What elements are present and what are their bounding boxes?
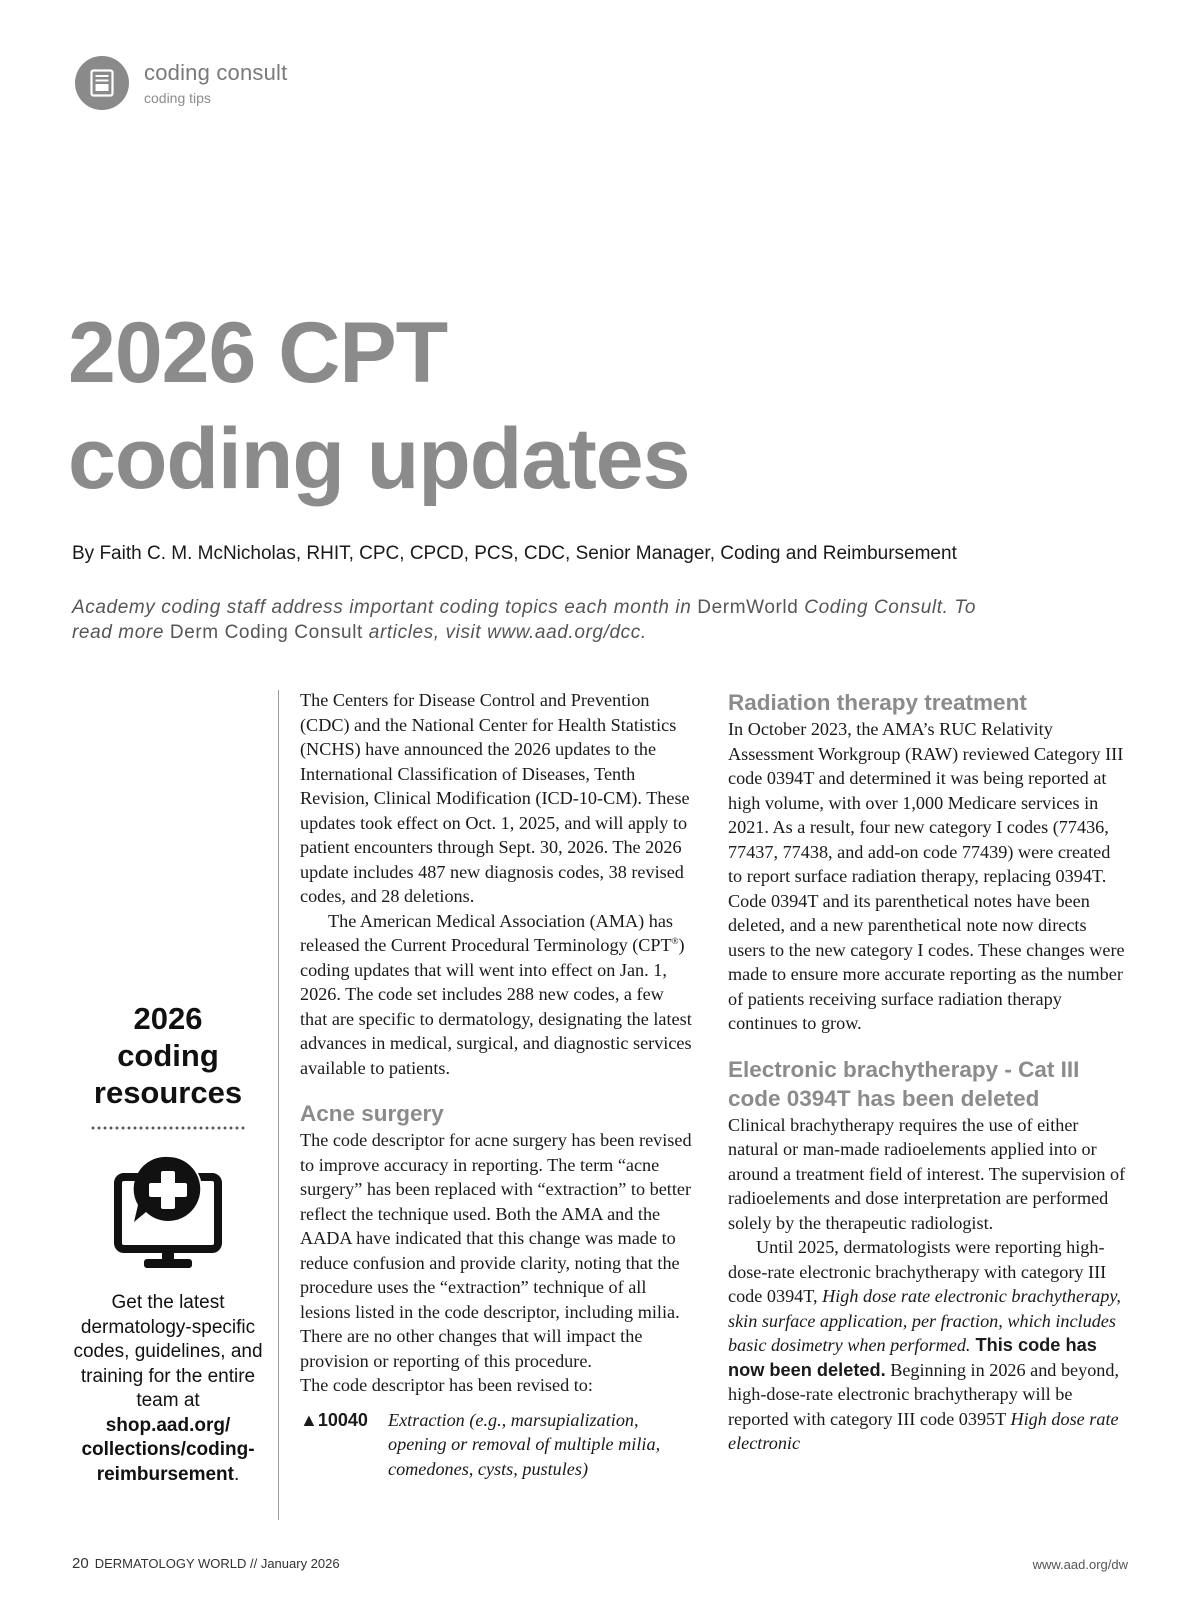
- article-title-line1: 2026 CPT: [68, 305, 448, 401]
- paragraph-text: The American Medical Association (AMA) has released the Current Procedural Terminology (CPT: [300, 910, 673, 955]
- subhead-radiation-therapy: Radiation therapy treatment: [728, 690, 1027, 715]
- column-divider: [278, 690, 279, 1520]
- page-number: 20: [72, 1555, 89, 1572]
- article-title-line2: coding updates: [68, 411, 690, 507]
- paragraph: The code descriptor has been revised to:: [300, 1375, 593, 1395]
- sidebar-title-line2: coding: [117, 1038, 219, 1073]
- registered-mark: ®: [671, 935, 679, 946]
- footer-publication: [72, 1555, 340, 1572]
- byline: By Faith C. M. McNicholas, RHIT, CPC, CPCD, PCS, CDC, Senior Manager, Coding and Reimbursement: [72, 543, 957, 564]
- code-entry: [300, 1408, 695, 1482]
- dotted-divider: [90, 1125, 246, 1131]
- resources-sidebar: [72, 1000, 264, 1487]
- article-column-right: [728, 688, 1128, 1456]
- deleted-notice: This code has now been deleted.: [728, 1335, 1097, 1380]
- sidebar-title: [72, 1000, 264, 1111]
- section-badge: [75, 56, 129, 110]
- sidebar-text-end: .: [234, 1463, 240, 1485]
- medical-monitor-icon: [108, 1153, 228, 1275]
- paragraph-text: ) coding updates that will went into effect on Jan. 1, 2026. The code set includes 288 new codes, a few that are specific to dermatology, designating the latest advances in medical, surgical, and diagnostic services available to patients.: [300, 935, 692, 1078]
- paragraph: In October 2023, the AMA’s RUC Relativity Assessment Workgroup (RAW) reviewed Category III code 0394T and determined it was being reported at high volume, with over 1,000 Medicare services in 2021. As a result, four new category I codes (77436, 77437, 77438, and add-on code 77439) were created to report surface radiation therapy, replacing 0394T. Code 0394T and its parenthetical notes have been deleted, and a new parenthetical note now directs users to the new category I codes. These changes were made to ensure more accurate reporting as the number of patients receiving surface radiation therapy continues to grow.: [728, 719, 1125, 1033]
- footer-website[interactable]: www.aad.org/dw: [1032, 1557, 1128, 1572]
- intro-part3: articles, visit www.aad.org/dcc.: [362, 622, 647, 643]
- paragraph: [300, 909, 695, 1081]
- sidebar-title-line3: resources: [93, 1075, 243, 1110]
- sidebar-title-line1: 2026: [133, 1001, 203, 1036]
- intro-part2: Coding Consult. To read more: [72, 597, 976, 643]
- article-column-middle: [300, 688, 695, 1481]
- paragraph: Clinical brachytherapy requires the use of either natural or man-made radioelements applied into or around a treatment field of interest. The supervision of radioelements and dose interpretation are performed solely by the therapeutic radiologist.: [728, 1114, 1126, 1233]
- intro-text: [72, 595, 1012, 645]
- section-title: coding consult: [144, 60, 288, 85]
- subhead-acne-surgery: Acne surgery: [300, 1101, 444, 1126]
- code-number: ▲10040: [300, 1409, 368, 1430]
- publication-name: DERMATOLOGY WORLD // January 2026: [94, 1556, 340, 1571]
- code-descriptor-italic: High dose rate electronic: [728, 1408, 1119, 1453]
- paragraph: The code descriptor for acne surgery has been revised to improve accuracy in reporting. The term “acne surgery” has been replaced with “extraction” to better reflect the technique used. Both the AMA and the AADA have indicated that this change was made to reduce confusion and provide clarity, noting that the procedure uses the “extraction” technique of all lesions listed in the code descriptor, including milia. There are no other changes that will impact the provision or reporting of this procedure.: [300, 1130, 692, 1371]
- intro-part1: Academy coding staff address important coding topics each month in: [72, 597, 698, 618]
- paragraph: The Centers for Disease Control and Prevention (CDC) and the National Center for Health Statistics (NCHS) have announced the 2026 updates to the International Classification of Diseases, Tenth Revision, Clinical Modification (ICD-10-CM). These updates took effect on Oct. 1, 2025, and will apply to patient encounters through Sept. 30, 2026. The 2026 update includes 487 new diagnosis codes, 38 revised codes, and 28 deletions.: [300, 690, 690, 906]
- document-icon: [90, 69, 114, 97]
- paragraph-text: Until 2025, dermatologists were reporting high-dose-rate electronic brachytherapy with category III code 0394T,: [728, 1237, 1107, 1306]
- sidebar-description: Get the latest dermatology-specific codes, guidelines, and training for the entire team at: [73, 1292, 263, 1411]
- subhead-electronic-brachytherapy: Electronic brachytherapy - Cat III code 0394T has been deleted: [728, 1056, 1080, 1111]
- article-title: [68, 300, 968, 512]
- intro-publication-dcc: Derm Coding Consult: [169, 622, 363, 643]
- sidebar-link[interactable]: shop.aad.org/ collections/coding-reimbursement: [81, 1414, 255, 1485]
- sidebar-text: [72, 1291, 264, 1487]
- section-subtitle: coding tips: [144, 90, 211, 106]
- code-description: Extraction (e.g., marsupialization, opening or removal of multiple milia, comedones, cysts, pustules): [388, 1409, 661, 1479]
- code-descriptor-italic: High dose rate electronic brachytherapy, skin surface application, per fraction, which includes basic dosimetry when performed.: [728, 1286, 1121, 1355]
- paragraph: [728, 1235, 1128, 1456]
- paragraph-text: Beginning in 2026 and beyond, high-dose-rate electronic brachytherapy will be reported with category III code 0395T: [728, 1359, 1120, 1429]
- intro-publication-dermworld: DermWorld: [697, 597, 799, 618]
